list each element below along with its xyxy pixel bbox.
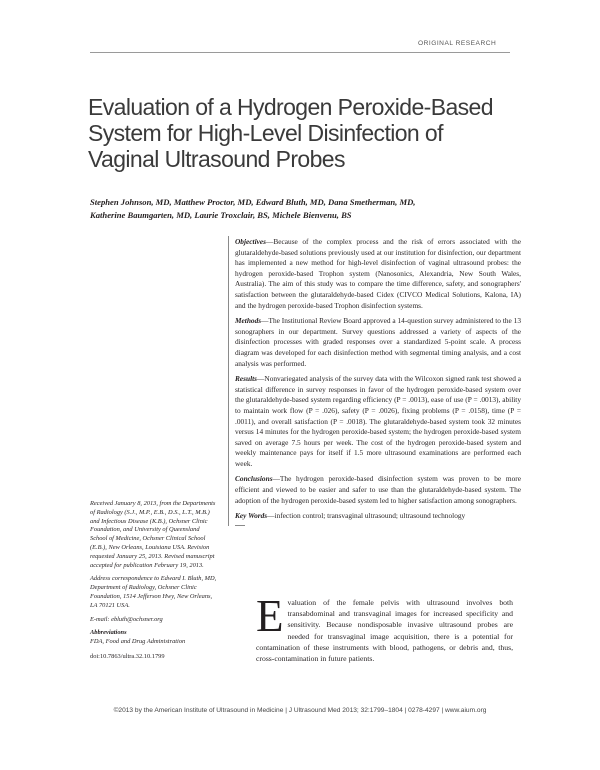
conclusions-label: Conclusions — [235, 474, 273, 484]
article-title — [88, 94, 528, 172]
section-label: ORIGINAL RESEARCH — [418, 40, 497, 47]
introduction — [256, 591, 513, 664]
article-notes — [90, 500, 218, 667]
page-footer: ©2013 by the American Institute of Ultrasound in Medicine | J Ultrasound Med 2013; 32:1799–1804 | 0278-4297 | www.aium.org — [113, 707, 487, 714]
abstract-objectives: Objectives—Because of the complex process and the risk of errors associated with the glutaraldehyde-based solutions previously used at our institution for disinfection, our department has implemented a new method for high-level disinfection of vaginal ultrasound probes: the hydrogen peroxide-based Trophon system (Nanosonics, Alexandria, New South Wales, Australia). The aim of this study was to compare the time difference, safety, and sonographers' satisfaction between the glutaraldehyde-based Cidex (CIVCO Medical Solutions, Kalona, IA) and the hydrogen peroxide-based Trophon disinfection systems. — [235, 237, 521, 310]
intro-paragraph — [256, 591, 513, 664]
keywords-text: infection control; transvaginal ultrasound; ultrasound technology — [274, 511, 466, 521]
abbreviations-label: Abbreviations — [90, 629, 127, 637]
intro-text: valuation of the female pelvis with ultrasound involves both transabdominal and transvaginal images for increased specificity and sensitivity. Because nondisposable invasive ultrasound probes are needed for transvaginal image acquisition, there is a potential for contamination of these instruments with blood, pathogens, or debris and, thus, cross-contamination in future patients. — [256, 598, 513, 664]
received-note: Received January 8, 2013, from the Departments of Radiology (S.J., M.P., E.B., D.S., L.T., M.B.) and Infectious Disease (K.B.), Ochsner Clinic Foundation, and University of Queensland School of Medicine, Ochsner Clinical School (E.B.), New Orleans, Louisiana USA. Revision requested January 25, 2013. Revised manuscript accepted for publication February 19, 2013. — [90, 500, 216, 569]
results-label: Results — [235, 374, 258, 384]
methods-text: The Institutional Review Board approved a 14-question survey administered to the 13 sonographers in our department. Survey questions addressed a variety of aspects of the disinfection processes with graded responses over a standardized 5-point scale. A process diagram was developed for each disinfection method with segmental timing analysis, and a cost analysis was performed. — [235, 316, 521, 368]
title-line: System for High-Level Disinfection of — [88, 120, 443, 146]
abstract-results: Results—Nonvariegated analysis of the survey data with the Wilcoxon signed rank test showed a statistical difference in survey responses in favor of the hydrogen peroxide-based system over the glutaraldehyde-based system regarding efficiency (P = .0013), ease of use (P = .0013), ability to maintain work flow (P = .026), safety (P = .0026), fixing problems (P = .0158), time (P = .0011), and overall satisfaction (P = .0018). The glutaraldehyde-based system took 32 minutes versus 14 minutes for the hydrogen peroxide-based system; the hydrogen peroxide-based system saved on average 7.5 hours per week. The cost of the hydrogen peroxide-based system and weekly maintenance pays for itself if 1.5 more ultrasound examinations are performed each week. — [235, 374, 521, 468]
objectives-label: Objectives — [235, 237, 266, 246]
abstract — [228, 236, 521, 526]
correspondence-email: E-mail: ebluth@ochsner.org — [90, 615, 163, 623]
author-line: Katherine Baumgarten, MD, Laurie Troxclair, BS, Michele Bienvenu, BS — [90, 209, 352, 220]
abbreviations-text: FDA, Food and Drug Administration — [90, 638, 186, 646]
title-line: Vaginal Ultrasound Probes — [88, 146, 345, 172]
conclusions-text: The hydrogen peroxide-based disinfection system was proven to be more efficient and viewed to be easier and safer to use than the glutaraldehyde-based system. The adoption of the hydrogen peroxide-based system led to higher satisfaction among sonographers. — [235, 474, 521, 505]
abstract-methods: Methods—The Institutional Review Board approved a 14-question survey administered to the 13 sonographers in our department. Survey questions addressed a variety of aspects of the disinfection processes with graded responses over a standardized 5-point scale. A process diagram was developed for each disinfection method with segmental timing analysis, and a cost analysis was performed. — [235, 316, 521, 368]
header-divider — [90, 52, 510, 53]
author-list — [90, 196, 470, 221]
correspondence-address: Address correspondence to Edward I. Bluth, MD, Department of Radiology, Ochsner Clinic Foundation, 1514 Jefferson Hwy, New Orleans, LA 70121 USA. — [90, 575, 217, 609]
results-text: Nonvariegated analysis of the survey data with the Wilcoxon signed rank test showed a statistical difference in survey responses in favor of the hydrogen peroxide-based system over the glutaraldehyde-based system regarding efficiency (P = .0013), ease of use (P = .0013), ability to maintain work flow (P = .026), safety (P = .0026), fixing problems (P = .0158), time (P = .0011), and overall satisfaction (P = .0018). The glutaraldehyde-based system took 32 minutes versus 14 minutes for the hydrogen peroxide-based system; the hydrogen peroxide-based system saved on average 7.5 hours per week. The cost of the hydrogen peroxide-based system and weekly maintenance pays for itself if 1.5 more ultrasound examinations are performed each week. — [235, 374, 521, 468]
abstract-keywords: Key Words—infection control; transvaginal ultrasound; ultrasound technology — [235, 511, 466, 521]
author-line: Stephen Johnson, MD, Matthew Proctor, MD, Edward Bluth, MD, Dana Smetherman, MD, — [90, 197, 416, 207]
doi: doi:10.7863/ultra.32.10.1799 — [90, 652, 165, 660]
drop-cap: E — [256, 591, 284, 641]
keywords-label: Key Words — [235, 511, 268, 521]
objectives-text: Because of the complex process and the risk of errors associated with the glutaraldehyde-based solutions previously used at our institution for disinfection, our department has implemented a new method for high-level disinfection of vaginal ultrasound probes: the hydrogen peroxide-based Trophon system (Nanosonics, Alexandria, New South Wales, Australia). The aim of this study was to compare the time difference, safety, and sonographers' satisfaction between the glutaraldehyde-based Cidex (CIVCO Medical Solutions, Kalona, IA) and the hydrogen peroxide-based Trophon disinfection systems. — [235, 237, 521, 310]
abstract-end-rule — [235, 525, 245, 526]
title-line: Evaluation of a Hydrogen Peroxide-Based — [88, 94, 493, 120]
abstract-conclusions: Conclusions—The hydrogen peroxide-based disinfection system was proven to be more efficient and viewed to be easier and safer to use than the glutaraldehyde-based system. The adoption of the hydrogen peroxide-based system led to higher satisfaction among sonographers. — [235, 474, 521, 505]
methods-label: Methods — [235, 316, 262, 326]
